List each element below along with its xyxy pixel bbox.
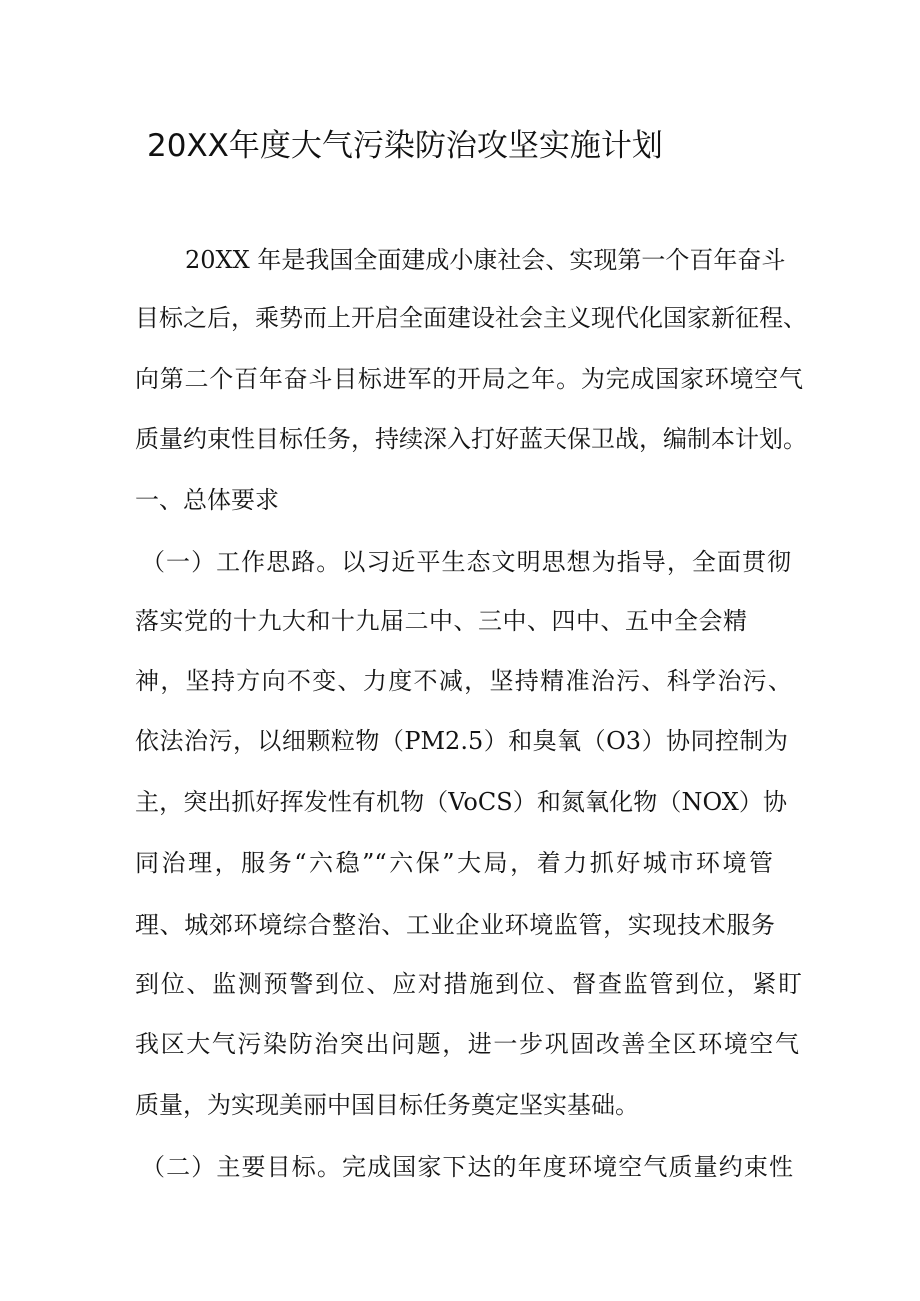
paragraph-line: 神，坚持方向不变、力度不减，坚持精准治污、科学治污、 [135, 667, 792, 695]
paragraph-line: （一）工作思路。以习近平生态文明思想为指导，全面贯彻 [141, 548, 791, 576]
paragraph-line: 向第二个百年奋斗目标进军的开局之年。为完成国家环境空气 [135, 365, 803, 393]
paragraph-line: 质量，为实现美丽中国目标任务奠定坚实基础。 [135, 1091, 639, 1119]
paragraph-line: 主，突出抓好挥发性有机物（VoCS）和氮氧化物（NOX）协 [135, 788, 787, 816]
paragraph-line: 我区大气污染防治突出问题，进一步巩固改善全区环境空气 [135, 1030, 799, 1058]
paragraph-line: 依法治污，以细颗粒物（PM2.5）和臭氧（O3）协同控制为 [135, 727, 788, 755]
document-title: 20XX年度大气污染防治攻坚实施计划 [147, 128, 663, 164]
paragraph-line: （二）主要目标。完成国家下达的年度环境空气质量约束性 [141, 1153, 793, 1181]
section-heading: 一、总体要求 [135, 486, 279, 514]
paragraph-line: 质量约束性目标任务，持续深入打好蓝天保卫战，编制本计划。 [135, 425, 807, 453]
paragraph-line: 到位、监测预警到位、应对措施到位、督查监管到位，紧盯 [135, 970, 802, 998]
paragraph-line: 20XX 年是我国全面建成小康社会、实现第一个百年奋斗 [185, 246, 786, 274]
paragraph-line: 目标之后，乘势而上开启全面建设社会主义现代化国家新征程、 [135, 304, 807, 332]
paragraph-line: 落实党的十九大和十九届二中、三中、四中、五中全会精 [135, 607, 747, 635]
paragraph-line: 同治理，服务“六稳”“六保”大局，着力抓好城市环境管 [135, 849, 773, 877]
paragraph-line: 理、城郊环境综合整治、工业企业环境监管，实现技术服务 [135, 911, 775, 939]
